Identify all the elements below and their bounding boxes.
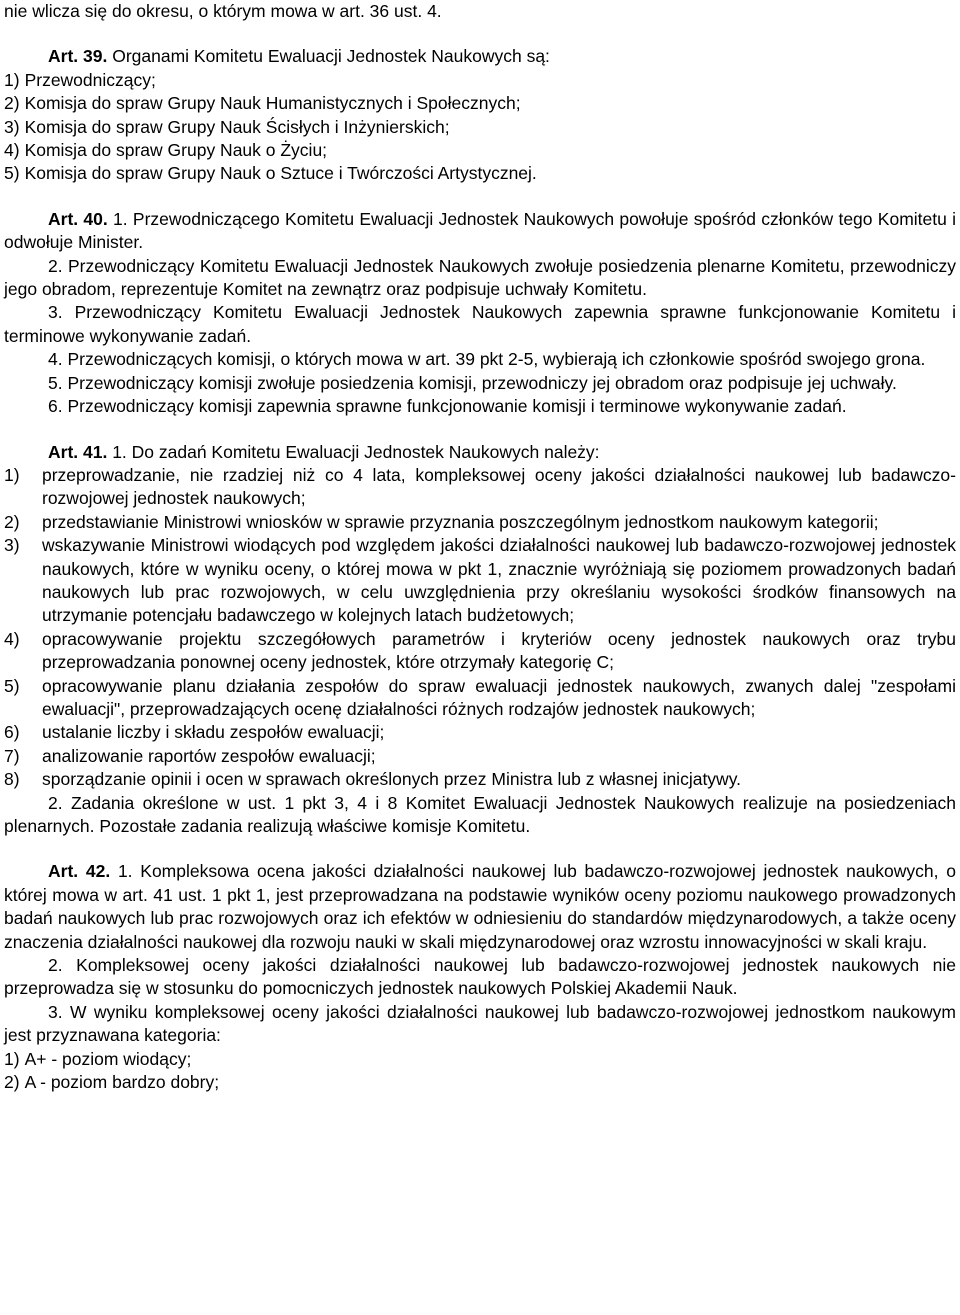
- article-39-heading: [4, 45, 956, 68]
- article-39-list: [4, 69, 956, 186]
- list-item-text: analizowanie raportów zespołów ewaluacji;: [42, 745, 376, 766]
- list-item: [4, 69, 956, 92]
- list-item-text: ustalanie liczby i składu zespołów ewaluacji;: [42, 722, 385, 743]
- article-42-paragraph-3: 3. W wyniku kompleksowej oceny jakości działalności naukowej lub badawczo-rozwojowej jednostkom naukowym jest przyznawana kategoria:: [4, 1001, 956, 1046]
- list-item: [4, 139, 956, 162]
- article-41-lead: 1. Do zadań Komitetu Ewaluacji Jednostek Naukowych należy:: [112, 441, 600, 462]
- list-item-text: opracowywanie projektu szczegółowych parametrów i kryteriów oceny jednostek naukowych oraz trybu przeprowadzania ponownej oceny jednostek, które otrzymały kategorię C;: [42, 628, 956, 673]
- list-item-number: 1): [4, 464, 20, 485]
- list-item-text: opracowywanie planu działania zespołów do spraw ewaluacji jednostek naukowych, zwanych dalej "zespołami ewaluacji", przeprowadzających ocenę działalności różnych rodzajów jednostek naukowych;: [42, 675, 956, 719]
- article-42-paragraph-2: 2. Kompleksowej oceny jakości działalności naukowej lub badawczo-rozwojowej jednostek naukowych nie przeprowadza się w stosunku do pomocniczych jednostek naukowych Polskiej Akademii Nauk.: [4, 955, 956, 999]
- list-item-number: 8): [4, 769, 20, 790]
- article-40-label: Art. 40.: [48, 208, 108, 229]
- list-item-number: 2): [4, 1072, 20, 1093]
- article-41-paragraph-2: 2. Zadania określone w ust. 1 pkt 3, 4 i 8 Komitet Ewaluacji Jednostek Naukowych realizuje na posiedzeniach plenarnych. Pozostałe zadania realizują właściwe komisje Komitetu.: [4, 792, 956, 836]
- list-item-text: A - poziom bardzo dobry;: [24, 1072, 220, 1093]
- article-42: [4, 860, 956, 1094]
- list-item-number: 2): [4, 511, 20, 532]
- list-item-number: 1): [4, 1048, 20, 1069]
- list-item-number: 7): [4, 745, 20, 766]
- list-item: [4, 721, 956, 744]
- list-item: [4, 464, 956, 511]
- article-40-paragraph-5: 5. Przewodniczący komisji zwołuje posiedzenia komisji, przewodniczy jej obradom oraz podpisuje jej uchwały.: [48, 372, 897, 393]
- article-42-list: [4, 1048, 956, 1095]
- list-item: [4, 1071, 956, 1094]
- spacer: [4, 23, 956, 45]
- list-item: [4, 675, 956, 722]
- list-item-text: Komisja do spraw Grupy Nauk Ścisłych i Inżynierskich;: [24, 116, 450, 137]
- list-item-number: 4): [4, 628, 20, 649]
- list-item: [4, 511, 956, 534]
- article-40-paragraph-2: 2. Przewodniczący Komitetu Ewaluacji Jednostek Naukowych zwołuje posiedzenia plenarne Komitetu, przewodniczy jego obradom, reprezentuje Komitet na zewnątrz oraz podpisuje uchwały Komitetu.: [4, 255, 956, 300]
- list-item: [4, 745, 956, 768]
- article-42-label: Art. 42.: [48, 861, 111, 882]
- spacer: [4, 186, 956, 208]
- spacer: [4, 419, 956, 441]
- list-item-text: Komisja do spraw Grupy Nauk o Życiu;: [24, 140, 328, 161]
- list-item-text: wskazywanie Ministrowi wiodących pod względem jakości działalności naukowej lub badawczo-rozwojowej jednostek naukowych, które w wyniku oceny, o której mowa w pkt 1, znacznie wyróżniają się poziomem prowadzonych badań naukowych lub prac rozwojowych, w celu uwzględnienia przy określaniu wysokości środków finansowych na utrzymanie potencjału badawczego w kolejnych latach budżetowych;: [42, 535, 956, 626]
- article-40: [4, 208, 956, 419]
- list-item: [4, 162, 956, 185]
- article-39: [4, 45, 956, 185]
- list-item-text: Komisja do spraw Grupy Nauk Humanistycznych i Społecznych;: [24, 93, 521, 114]
- list-item-number: 5): [4, 163, 20, 184]
- list-item: [4, 116, 956, 139]
- article-42-paragraph-1: [4, 860, 956, 954]
- list-item: [4, 768, 956, 791]
- list-item-number: 3): [4, 116, 20, 137]
- paragraph-text: 1. Przewodniczącego Komitetu Ewaluacji Jednostek Naukowych powołuje spośród członków tego Komitetu i odwołuje Minister.: [4, 208, 957, 253]
- list-item: [4, 628, 956, 675]
- paragraph-text: 1. Kompleksowa ocena jakości działalności naukowej lub badawczo-rozwojowej jednostek naukowych, o której mowa w art. 41 ust. 1 pkt 1, jest przeprowadzana na podstawie wyników oceny poziomu naukowego prowadzonych badań naukowych lub prac rozwojowych oraz ich efektów w odniesieniu do standardów międzynarodowych, a także oceny znaczenia działalności naukowej dla rozwoju nauki w skali międzynarodowej oraz wzrostu innowacyjności w skali kraju.: [4, 861, 956, 952]
- article-41-heading: [4, 441, 956, 464]
- article-41-label: Art. 41.: [48, 441, 108, 462]
- article-40-paragraph-6: 6. Przewodniczący komisji zapewnia sprawne funkcjonowanie komisji i terminowe wykonywanie zadań.: [48, 396, 847, 417]
- list-item: [4, 1048, 956, 1071]
- spacer: [4, 838, 956, 860]
- list-item-number: 3): [4, 535, 20, 556]
- list-item-number: 5): [4, 675, 20, 696]
- list-item-number: 1): [4, 69, 20, 90]
- list-item-number: 2): [4, 93, 20, 114]
- list-item-text: A+ - poziom wiodący;: [24, 1048, 192, 1069]
- list-item-text: Przewodniczący;: [24, 69, 156, 90]
- intro-line: nie wlicza się do okresu, o którym mowa w art. 36 ust. 4.: [4, 1, 442, 21]
- list-item: [4, 92, 956, 115]
- article-39-lead: Organami Komitetu Ewaluacji Jednostek Naukowych są:: [112, 46, 550, 67]
- article-40-paragraph-1: [4, 208, 956, 255]
- article-39-label: Art. 39.: [48, 46, 108, 67]
- article-41-list: [4, 464, 956, 792]
- list-item-number: 6): [4, 722, 20, 743]
- list-item-text: sporządzanie opinii i ocen w sprawach określonych przez Ministra lub z własnej inicjatywy.: [42, 769, 742, 790]
- article-40-paragraph-4: 4. Przewodniczących komisji, o których mowa w art. 39 pkt 2-5, wybierają ich członkowie spośród swojego grona.: [48, 349, 926, 370]
- article-40-paragraph-3: 3. Przewodniczący Komitetu Ewaluacji Jednostek Naukowych zapewnia sprawne funkcjonowanie Komitetu i terminowe wykonywanie zadań.: [4, 302, 956, 346]
- list-item-text: Komisja do spraw Grupy Nauk o Sztuce i Twórczości Artystycznej.: [24, 163, 537, 184]
- list-item-text: przeprowadzanie, nie rzadziej niż co 4 lata, kompleksowej oceny jakości działalności naukowej lub badawczo-rozwojowej jednostek naukowych;: [42, 464, 956, 509]
- list-item-text: przedstawianie Ministrowi wniosków w sprawie przyznania poszczególnym jednostkom naukowym kategorii;: [42, 511, 879, 532]
- article-41: [4, 441, 956, 839]
- list-item: [4, 534, 956, 628]
- list-item-number: 4): [4, 140, 20, 161]
